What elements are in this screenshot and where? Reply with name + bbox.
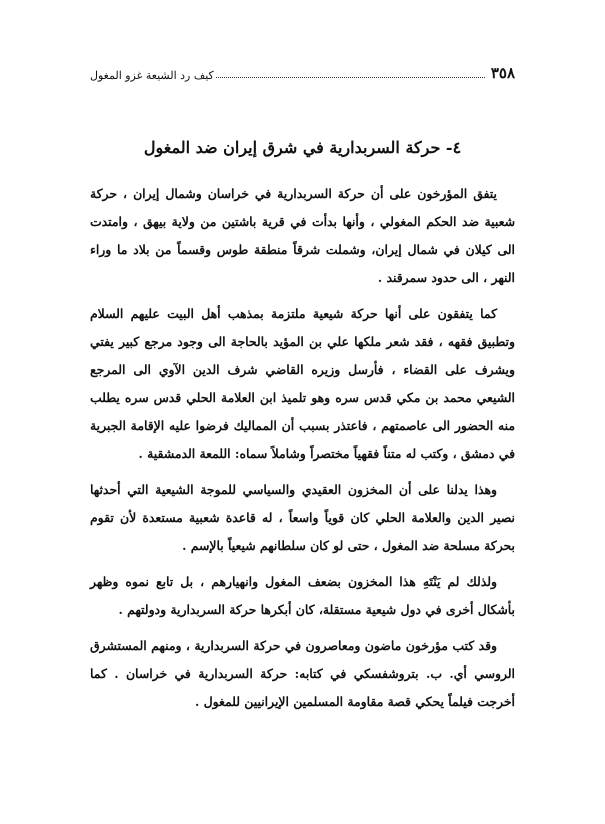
- running-title: كيف رد الشيعة غزو المغول: [90, 69, 214, 82]
- header-dotted-rule: [216, 77, 485, 78]
- page-header: [90, 60, 515, 82]
- paragraph-5: وقد كتب مؤرخون ماضون ومعاصرون في حركة السربدارية ، ومنهم المستشرق الروسي أي. ب. بتروشفسكي في كتابه: حركة السربدارية في خراسان . كما أخرجت فيلماً يحكي قصة مقاومة المسلمين الإيرانيين للمغول .: [90, 638, 515, 709]
- page-number: ٣٥٨: [490, 64, 515, 82]
- body-text: [90, 180, 515, 724]
- paragraph-1: يتفق المؤرخون على أن حركة السربدارية في خراسان وشمال إيران ، حركة شعبية ضد الحكم المغولي ، وأنها بدأت في قرية باشتين من ولاية بيهق ، وامتدت الى كيلان في شمال إيران، وشملت شرقاً منطقة طوس وقسماً من بلاد ما وراء النهر ، الى حدود سمرقند .: [90, 186, 515, 285]
- paragraph-2: كما يتفقون على أنها حركة شيعية ملتزمة بمذهب أهل البيت عليهم السلام وتطبيق فقهه ، فقد شعر ملكها علي بن المؤيد بالحاجة الى وجود مرجع كبير يفتي ويشرف على القضاء ، فأرسل وزيره القاضي شرف الدين الآوي الى المرجع الشيعي محمد بن مكي قدس سره وهو تلميذ ابن العلامة الحلي قدس سره يطلب منه الحضور الى عاصمتهم ، فاعتذر بسبب أن المماليك فرضوا عليه الإقامة الجبرية في دمشق ، وكتب له متناً فقهياً مختصراً وشاملاً سماه: اللمعة الدمشقية .: [90, 306, 515, 461]
- section-title: ٤- حركة السربدارية في شرق إيران ضد المغول: [143, 138, 462, 157]
- paragraph-4: ولذلك لم يَنْتَهِ هذا المخزون بضعف المغول وانهيارهم ، بل تابع نموه وظهر بأشكال أخرى في دول شيعية مستقلة، كان أبكرها حركة السربدارية ودولتهم .: [90, 574, 515, 617]
- paragraph-3: وهذا يدلنا على أن المخزون العقيدي والسياسي للموجة الشيعية التي أحدثها نصير الدين والعلامة الحلي كان قوياً واسعاً ، له قاعدة شعبية مستعدة لأن تقوم بحركة مسلحة ضد المغول ، حتى لو كان سلطانهم شيعياً بالإسم .: [90, 482, 515, 553]
